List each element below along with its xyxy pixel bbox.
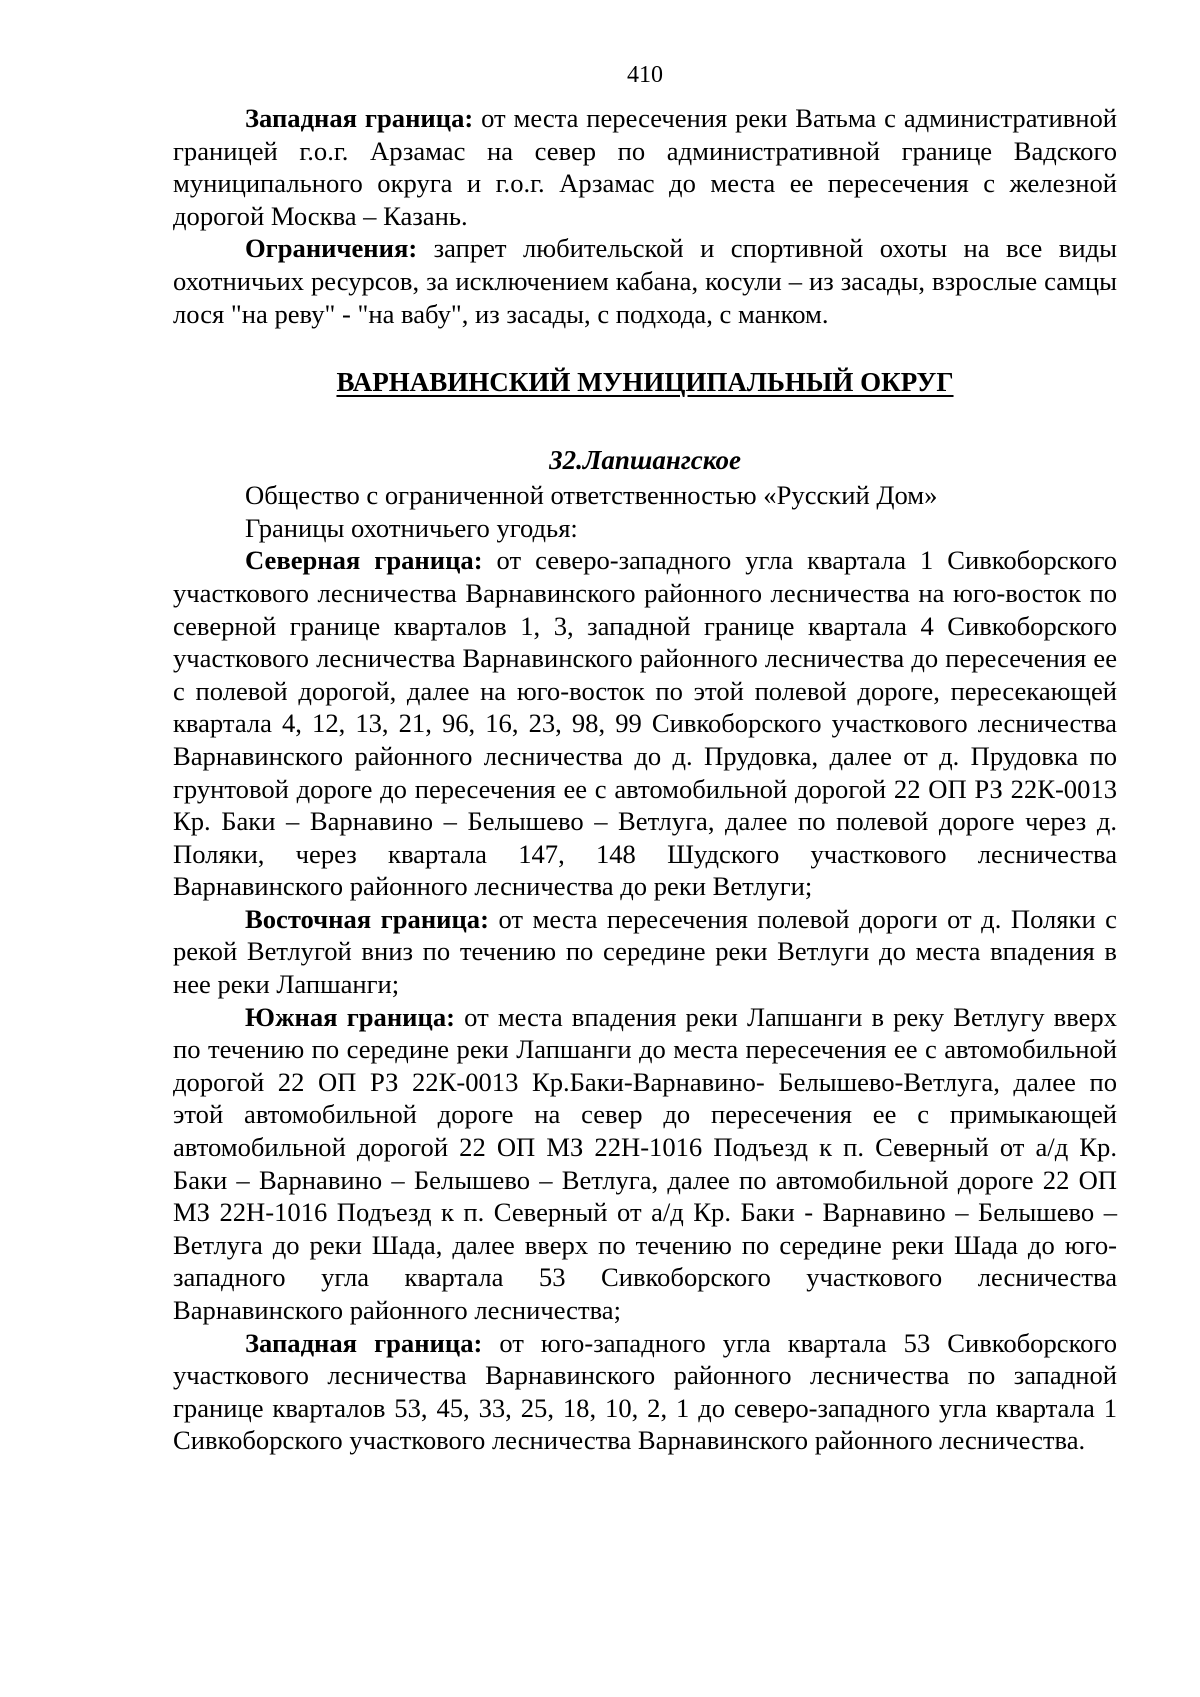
document-page — [173, 60, 1117, 1457]
north-border-label: Северная граница: — [245, 545, 483, 576]
hunting-area-title: 32.Лапшангское — [549, 445, 741, 476]
restrictions-text: запрет любительской и спортивной охоты на все виды охотничьих ресурсов, за исключением кабана, косули – из засады, взрослые самцы лося "на реву" - "на вабу", из засады, с подхода, с манком. — [173, 233, 1117, 329]
east-border-label: Восточная граница: — [245, 903, 489, 934]
west-border-label: Западная граница: — [245, 103, 474, 133]
west-border-paragraph-previous — [173, 102, 1117, 232]
east-border-paragraph — [173, 903, 1117, 1001]
page-number: 410 — [627, 62, 663, 88]
owner-line: Общество с ограниченной ответственностью «Русский Дом» — [245, 480, 938, 511]
restrictions-paragraph — [173, 232, 1117, 330]
west-border-label-area: Западная граница: — [245, 1327, 483, 1358]
south-border-text: от места впадения реки Лапшанги в реку Ветлугу вверх по течению по середине реки Лапшанги до места пересечения ее с автомобильной дорогой 22 ОП РЗ 22К-0013 Кр.Баки-Варнавино- Белышево-Ветлуга, далее по этой автомобильной дороге на север до пересечения ее с примыкающей автомобильной дорогой 22 ОП МЗ 22Н-1016 Подъезд к п. Северный от а/д Кр. Баки – Варнавино – Белышево – Ветлуга, далее по автомобильной дороге 22 ОП МЗ 22Н-1016 Подъезд к п. Северный от а/д Кр. Баки - Варнавино – Белышево – Ветлуга до реки Шада, далее вверх по течению по середине реки Шада до юго-западного угла квартала 53 Сивкоборского участкового лесничества Варнавинского районного лесничества; — [173, 1001, 1117, 1325]
west-border-paragraph — [173, 1327, 1117, 1457]
west-border-text-area: от юго-западного угла квартала 53 Сивкоборского участкового лесничества Варнавинского районного лесничества по западной границе кварталов 53, 45, 33, 25, 18, 10, 2, 1 до северо-западного угла квартала 1 Сивкоборского участкового лесничества Варнавинского районного лесничества. — [173, 1327, 1117, 1456]
north-border-text: от северо-западного угла квартала 1 Сивкоборского участкового лесничества Варнавинского районного лесничества на юго-восток по северной границе кварталов 1, 3, западной границе квартала 4 Сивкоборского участкового лесничества Варнавинского районного лесничества до пересечения ее с полевой дорогой, далее на юго-восток по этой полевой дороге, пересекающей квартала 4, 12, 13, 21, 96, 16, 23, 98, 99 Сивкоборского участкового лесничества Варнавинского районного лесничества до д. Прудовка, далее от д. Прудовка по грунтовой дороге до пересечения ее с автомобильной дорогой 22 ОП РЗ 22К-0013 Кр. Баки – Варнавино – Белышево – Ветлуга, далее по полевой дороге через д. Поляки, через квартала 147, 148 Шудского участкового лесничества Варнавинского районного лесничества до реки Ветлуги; — [173, 545, 1118, 902]
north-border-paragraph — [173, 544, 1117, 903]
section-heading: ВАРНАВИНСКИЙ МУНИЦИПАЛЬНЫЙ ОКРУГ — [336, 367, 954, 398]
east-border-text: от места пересечения полевой дороги от д. Поляки с рекой Ветлугой вниз по течению по середине реки Ветлуги до места впадения в нее реки Лапшанги; — [173, 903, 1117, 1000]
south-border-label: Южная граница: — [245, 1001, 455, 1032]
south-border-paragraph — [173, 1001, 1117, 1327]
borders-intro: Границы охотничьего угодья: — [245, 512, 578, 543]
restrictions-label: Ограничения: — [245, 233, 418, 264]
west-border-text: от места пересечения реки Ватьма с административной границей г.о.г. Арзамас на север по административной границе Вадского муниципального округа и г.о.г. Арзамас до места ее пересечения с железной дорогой Москва – Казань. — [173, 103, 1118, 231]
